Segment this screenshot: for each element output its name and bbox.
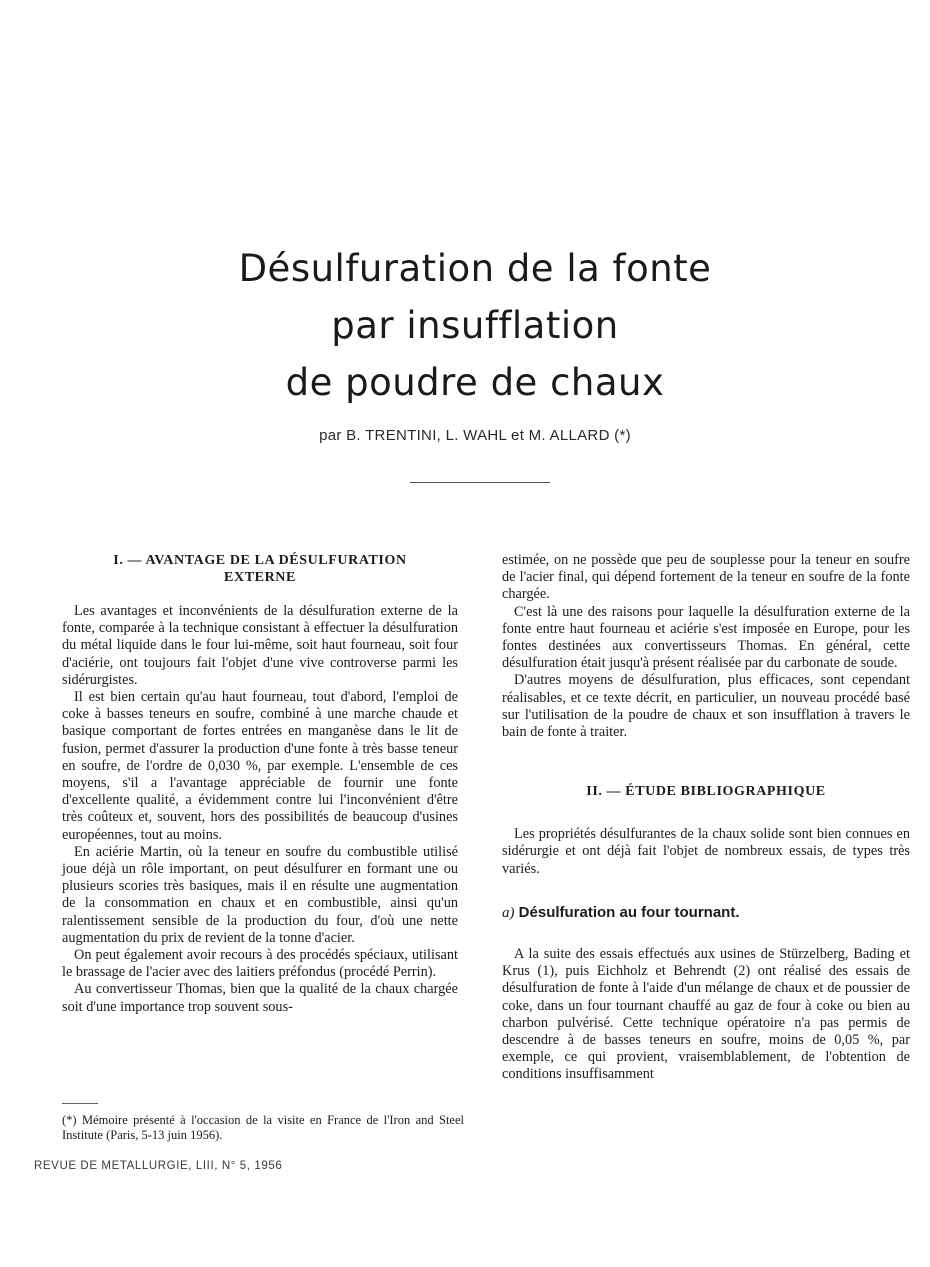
title-line-1: Désulfuration de la fonte [238, 247, 712, 290]
subsection-title: Désulfuration au four tournant. [518, 903, 740, 921]
paragraph: Les avantages et inconvénients de la désulfuration externe de la fonte, comparée à la technique consistant à effectuer la désulfuration du métal liquide dans le four lui-même, soit haut fourneau, soit four d'aciérie, ont toujours fait l'objet d'une vive controverse parmi les sidérurgistes. [62, 603, 458, 688]
section-1-heading [62, 552, 458, 586]
paragraph: En aciérie Martin, où la teneur en soufre du combustible utilisé joue déjà un rôle important, on peut désulfurer en formant une ou plusieurs scories très basiques, mais il en résulte une augmentation de la consommation en chaux et en combustible, ainsi qu'un ralentissement sensible de la production du four, d'où une nette augmentation du prix de revient de la tonne d'acier. [62, 843, 458, 946]
title-line-2: par insufflation [331, 304, 619, 347]
paragraph: C'est là une des raisons pour laquelle la désulfuration externe de la fonte entre haut fourneau et aciérie s'est imposée en Europe, pour les fontes destinées aux convertisseurs Thomas. En général, cette désulfuration était jusqu'à présent réalisée par du carbonate de soude. [502, 603, 910, 672]
paragraph: Les propriétés désulfurantes de la chaux solide sont bien connues en sidérurgie et ont déjà fait l'objet de nombreux essais, de types très variés. [502, 826, 910, 877]
paragraph: Il est bien certain qu'au haut fourneau, tout d'abord, l'emploi de coke à basses teneurs en soufre, combiné à une marche chaude et basique comportant de fortes entrées en manganèse dans le lit de fusion, permet d'assurer la production d'une fonte à très basse teneur en soufre, de l'ordre de 0,030 %, par exemple. L'ensemble de ces moyens, s'il a l'avantage appréciable de fournir une fonte d'excellente qualité, a évidemment contre lui l'inconvénient d'être très coûteux et, souvent, hors des possibilités de beaucoup d'usines européennes, tout au moins. [62, 689, 458, 843]
authors-text: par B. TRENTINI, L. WAHL et M. ALLARD (*) [319, 427, 631, 444]
subsection-heading [502, 904, 910, 922]
paragraph: estimée, on ne possède que peu de souplesse pour la teneur en soufre de l'acier final, qui dépend fortement de la teneur en soufre de la fonte chargée. [502, 552, 910, 603]
title-line-3: de poudre de chaux [285, 361, 665, 404]
section-2-heading: II. — ÉTUDE BIBLIOGRAPHIQUE [586, 784, 826, 800]
author-line [0, 427, 930, 444]
paragraph: D'autres moyens de désulfuration, plus efficaces, sont cependant réalisables, et ce texte décrit, en particulier, un nouveau procédé basé sur l'utilisation de la poudre de chaux et son insufflation à travers le bain de fonte à traiter. [502, 672, 910, 741]
paragraph: A la suite des essais effectués aux usines de Stürzelberg, Bading et Krus (1), puis Eichholz et Behrendt (2) ont réalisé des essais de désulfuration de fonte à l'aide d'un mélange de chaux et de poussier de coke, dans un four tournant chauffé au gaz de four à coke ou bien au charbon pulvérisé. Cette technique opératoire n'a pas permis de descendre à de basses teneurs en soufre, moins de 0,05 %, par exemple, ce qui provient, vraisemblablement, de l'obtention de conditions insuffisamment [502, 946, 910, 1083]
footnote: (*) Mémoire présenté à l'occasion de la visite en France de l'Iron and Steel Institute (Paris, 5-13 juin 1956). [62, 1113, 464, 1142]
section-1-heading-line-2: EXTERNE [224, 570, 296, 585]
paragraph: Au convertisseur Thomas, bien que la qualité de la chaux chargée soit d'une importance trop souvent sous- [62, 981, 458, 1015]
article-title [0, 240, 930, 411]
title-divider [410, 482, 550, 483]
section-1-heading-line-1: I. — AVANTAGE DE LA DÉSULFURATION [113, 553, 407, 568]
subsection-letter: a) [502, 904, 515, 921]
left-column [62, 552, 458, 1016]
footnote-divider [62, 1103, 98, 1104]
paragraph: On peut également avoir recours à des procédés spéciaux, utilisant le brassage de l'acier avec des laitiers préfondus (procédé Perrin). [62, 947, 458, 981]
journal-footer: REVUE DE METALLURGIE, LIII, N° 5, 1956 [34, 1160, 283, 1172]
right-column [502, 552, 910, 1084]
